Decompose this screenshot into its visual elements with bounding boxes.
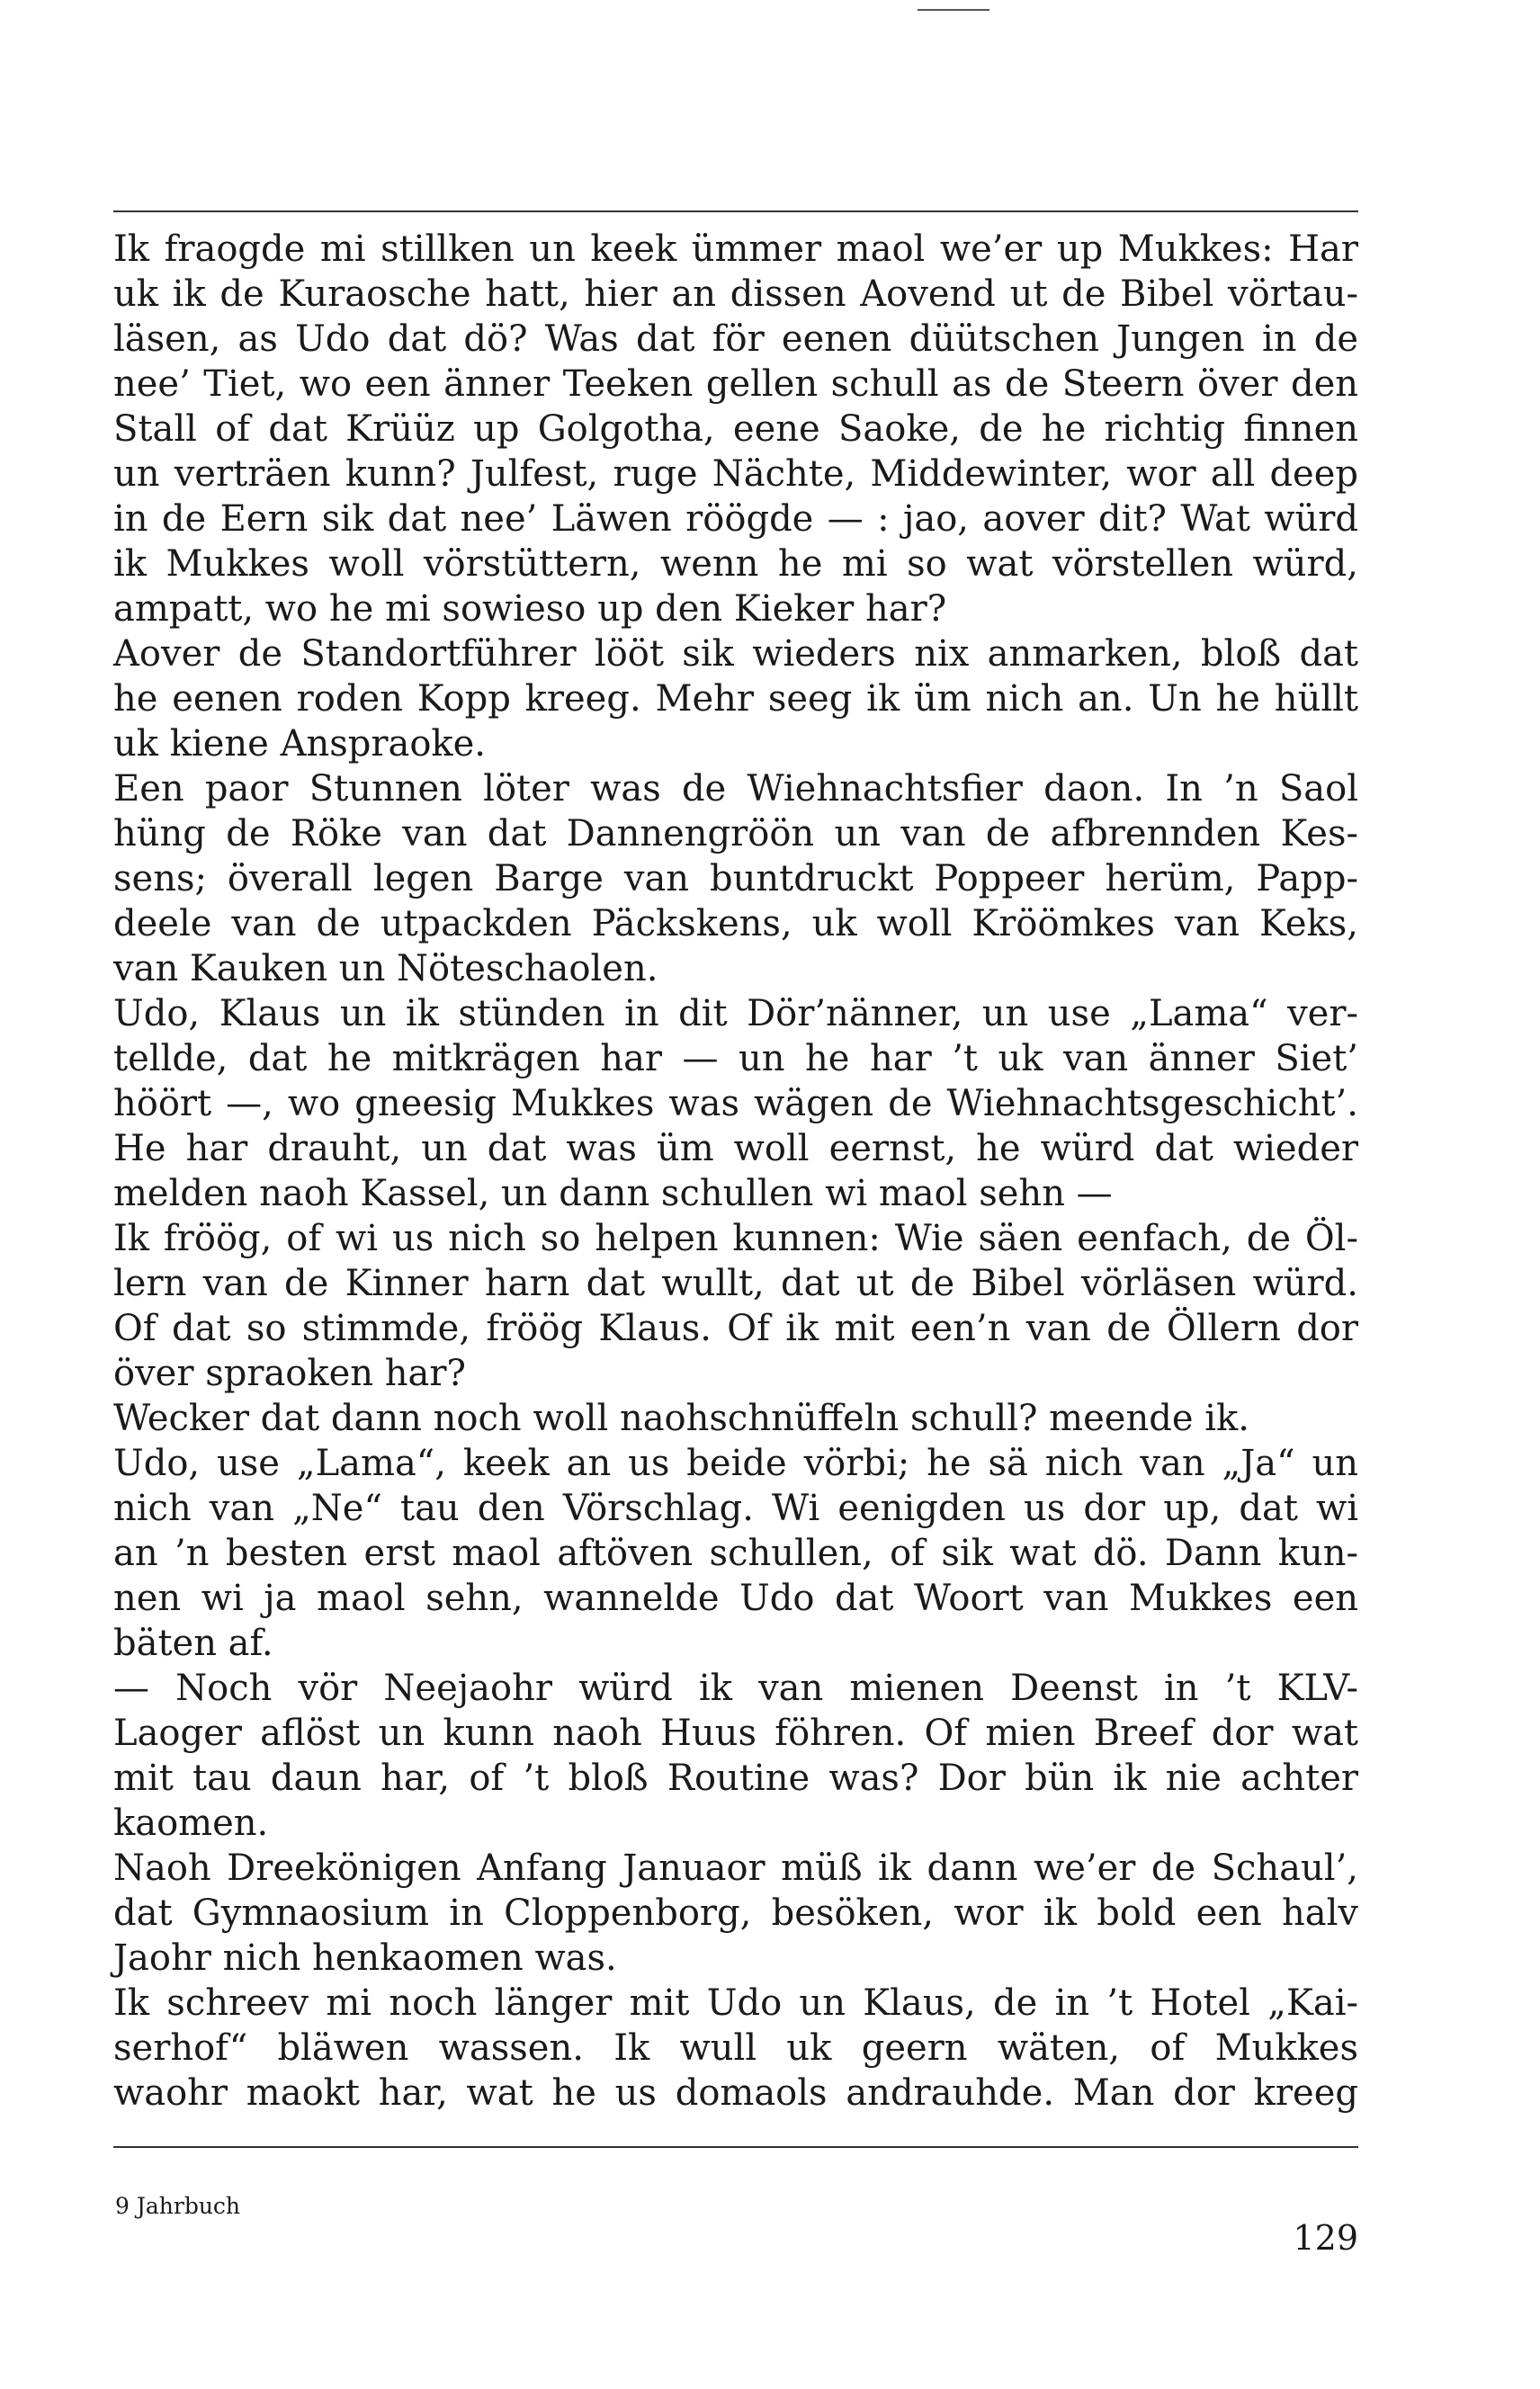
text-line: Stall of dat Krüüz up Golgotha, eene Saoke, de he richtig finnen <box>113 408 1358 450</box>
text-line: ampatt, wo he mi sowieso up den Kieker har? <box>113 588 947 630</box>
text-line: waohr maokt har, wat he us domaols andrauhde. Man dor kreeg <box>113 2072 1358 2114</box>
text-line: över spraoken har? <box>113 1353 466 1394</box>
page-number: 129 <box>1293 2218 1358 2258</box>
text-line: Ik schreev mi noch länger mit Udo un Klaus, de in ’t Hotel „Kai- <box>113 1982 1358 2024</box>
scan-mark <box>918 9 989 11</box>
paragraph <box>113 1981 1358 2116</box>
text-line: mit tau daun har, of ’t bloß Routine was? Dor bün ik nie achter <box>113 1758 1358 1799</box>
text-line: Wecker dat dann noch woll naohschnüffeln schull? meende ik. <box>113 1398 1249 1439</box>
text-line: serhof“ bläwen wassen. Ik wull uk geern wäten, of Mukkes <box>113 2027 1358 2069</box>
text-line: sens; överall legen Barge van buntdruckt Poppeer herüm, Papp- <box>113 858 1358 899</box>
text-line: Udo, Klaus un ik stünden in dit Dör’nänner, un use „Lama“ ver- <box>113 993 1358 1034</box>
text-line: an ’n besten erst maol aftöven schullen, of sik wat dö. Dann kun- <box>113 1533 1358 1574</box>
text-line: Laoger aflöst un kunn naoh Huus föhren. Of mien Breef dor wat <box>113 1713 1358 1754</box>
paragraph <box>113 1846 1358 1981</box>
text-line: läsen, as Udo dat dö? Was dat för eenen düütschen Jungen in de <box>113 318 1358 360</box>
text-line: Een paor Stunnen löter was de Wiehnachtsfier daon. In ’n Saol <box>113 768 1358 810</box>
text-line: hüng de Röke van dat Dannengröön un van de afbrennden Kes- <box>113 813 1358 854</box>
paragraph <box>113 1216 1358 1396</box>
top-rule <box>113 210 1358 212</box>
paragraph <box>113 991 1358 1216</box>
bottom-rule <box>113 2146 1358 2148</box>
paragraph <box>113 227 1358 631</box>
text-line: Aover de Standortführer lööt sik wieders nix anmarken, bloß dat <box>113 633 1358 675</box>
paragraph <box>113 1441 1358 1666</box>
paragraph <box>113 631 1358 766</box>
text-line: bäten af. <box>113 1623 273 1664</box>
text-line: van Kauken un Nöteschaolen. <box>113 948 658 989</box>
text-line: höört —, wo gneesig Mukkes was wägen de Wiehnachtsgeschicht’. <box>113 1083 1358 1124</box>
text-line: in de Eern sik dat nee’ Läwen röögde — : jao, aover dit? Wat würd <box>113 498 1358 540</box>
text-line: Jaohr nich henkaomen was. <box>113 1937 617 1979</box>
text-line: dat Gymnaosium in Cloppenborg, besöken, wor ik bold een halv <box>113 1892 1358 1934</box>
body-text <box>113 227 1358 2116</box>
text-line: Udo, use „Lama“, keek an us beide vörbi; he sä nich van „Ja“ un <box>113 1443 1358 1484</box>
paragraph <box>113 1666 1358 1846</box>
text-line: Of dat so stimmde, fröög Klaus. Of ik mit een’n van de Öllern dor <box>113 1308 1358 1349</box>
text-line: nen wi ja maol sehn, wannelde Udo dat Woort van Mukkes een <box>113 1578 1358 1619</box>
signature-mark: 9 Jahrbuch <box>115 2193 241 2219</box>
text-line: un verträen kunn? Julfest, ruge Nächte, Middewinter, wor all deep <box>113 453 1358 495</box>
text-line: nich van „Ne“ tau den Vörschlag. Wi eenigden us dor up, dat wi <box>113 1488 1358 1529</box>
text-line: — Noch vör Neejaohr würd ik van mienen Deenst in ’t KLV- <box>113 1668 1358 1709</box>
text-line: melden naoh Kassel, un dann schullen wi maol sehn — <box>113 1173 1113 1214</box>
text-line: he eenen roden Kopp kreeg. Mehr seeg ik üm nich an. Un he hüllt <box>113 678 1358 720</box>
text-line: ik Mukkes woll vörstüttern, wenn he mi so wat vörstellen würd, <box>113 543 1358 585</box>
text-line: Ik fraogde mi stillken un keek ümmer maol we’er up Mukkes: Har <box>113 228 1358 270</box>
paragraph <box>113 766 1358 991</box>
paragraph <box>113 1396 1358 1441</box>
text-line: kaomen. <box>113 1803 269 1844</box>
text-line: uk kiene Anspraoke. <box>113 723 487 765</box>
text-line: nee’ Tiet, wo een änner Teeken gellen schull as de Steern över den <box>113 363 1358 405</box>
text-line: lern van de Kinner harn dat wullt, dat ut de Bibel vörläsen würd. <box>113 1263 1358 1304</box>
text-line: He har drauht, un dat was üm woll eernst, he würd dat wieder <box>113 1128 1358 1169</box>
text-line: tellde, dat he mitkrägen har — un he har ’t uk van änner Siet’ <box>113 1038 1358 1079</box>
text-line: Naoh Dreekönigen Anfang Januaor müß ik dann we’er de Schaul’, <box>113 1848 1358 1889</box>
text-line: deele van de utpackden Päckskens, uk woll Kröömkes van Keks, <box>113 903 1358 944</box>
text-line: uk ik de Kuraosche hatt, hier an dissen Aovend ut de Bibel vörtau- <box>113 273 1358 315</box>
text-line: Ik fröög, of wi us nich so helpen kunnen: Wie säen eenfach, de Öl- <box>113 1218 1358 1259</box>
